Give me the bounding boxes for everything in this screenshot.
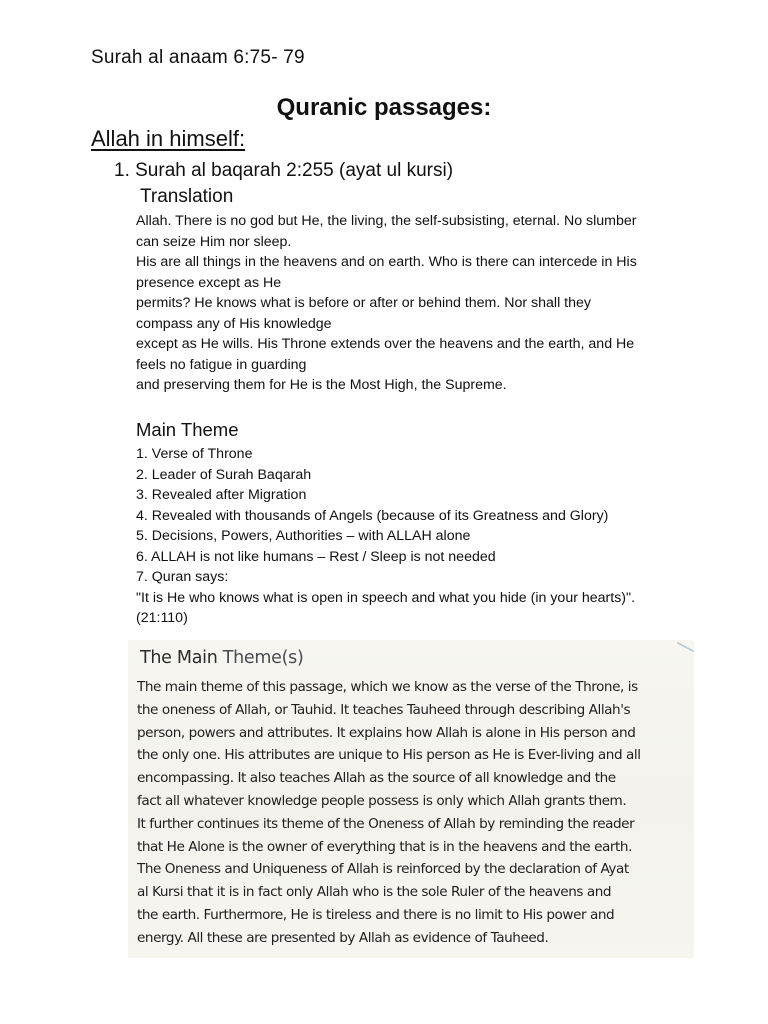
page-title: Quranic passages:: [276, 94, 492, 121]
translation-line: except as He wills. His Throne extends over the heavens and the earth, and He: [136, 336, 635, 352]
scanned-excerpt-body: [137, 676, 693, 950]
scan-corner-mark-icon: [676, 640, 696, 654]
scanned-line: that He Alone is the owner of everything that is in the heavens and the earth.: [137, 838, 632, 855]
scanned-line: the earth. Furthermore, He is tireless and there is no limit to His power and: [137, 906, 615, 923]
translation-line: His are all things in the heavens and on earth. Who is there can intercede in His: [136, 254, 637, 270]
scanned-excerpt-title: [140, 648, 303, 668]
translation-heading: Translation: [140, 186, 234, 207]
list-item: 2. Leader of Surah Baqarah: [136, 466, 312, 483]
main-theme-list: [136, 444, 676, 629]
list-item: "It is He who knows what is open in speech and what you hide (in your hearts)".: [136, 589, 636, 606]
list-item: 1. Verse of Throne: [136, 446, 253, 462]
surah-reference: Surah al anaam 6:75- 79: [91, 47, 305, 68]
main-theme-heading: Main Theme: [136, 419, 239, 440]
scanned-line: the oneness of Allah, or Tauhid. It teaches Tauheed through describing Allah's: [137, 701, 631, 718]
translation-line: feels no fatigue in guarding: [136, 356, 307, 373]
scanned-line: The main theme of this passage, which we know as the verse of the Throne, is: [137, 679, 638, 695]
list-item: 7. Quran says:: [136, 569, 229, 585]
list-item: 4. Revealed with thousands of Angels (because of its Greatness and Glory): [136, 507, 609, 524]
translation-line: compass any of His knowledge: [136, 315, 332, 332]
scanned-line: The Oneness and Uniqueness of Allah is reinforced by the declaration of Ayat: [137, 861, 629, 878]
translation-line: presence except as He: [136, 274, 282, 291]
scanned-line: fact all whatever knowledge people possess is only which Allah grants them.: [137, 792, 627, 809]
scanned-line: encompassing. It also teaches Allah as the source of all knowledge and the: [137, 770, 616, 787]
list-item: 5. Decisions, Powers, Authorities – with ALLAH alone: [136, 528, 471, 544]
translation-text: [136, 211, 696, 396]
list-item: (21:110): [136, 610, 188, 626]
scanned-line: al Kursi that it is in fact only Allah who is the sole Ruler of the heavens and: [137, 884, 612, 901]
translation-line: permits? He knows what is before or after or behind them. Nor shall they: [136, 295, 591, 311]
scanned-title-emphasis: Theme(s): [222, 648, 304, 668]
list-item: 6. ALLAH is not like humans – Rest / Sleep is not needed: [136, 548, 496, 565]
section-heading: Allah in himself:: [91, 126, 246, 151]
scanned-title-prefix: The Main: [140, 648, 223, 668]
translation-line: Allah. There is no god but He, the living, the self-subsisting, eternal. No slumber: [136, 213, 637, 229]
translation-line: can seize Him nor sleep.: [136, 233, 292, 250]
passage-item-1: 1. Surah al baqarah 2:255 (ayat ul kursi): [114, 160, 454, 181]
scanned-line: person, powers and attributes. It explains how Allah is alone in His person and: [137, 724, 636, 741]
scanned-line: the only one. His attributes are unique to His person as He is Ever-living and all: [137, 747, 641, 764]
scanned-line: energy. All these are presented by Allah as evidence of Tauheed.: [137, 929, 549, 946]
translation-line: and preserving them for He is the Most High, the Supreme.: [136, 377, 507, 393]
scanned-line: It further continues its theme of the Oneness of Allah by reminding the reader: [137, 815, 635, 832]
list-item: 3. Revealed after Migration: [136, 487, 307, 503]
